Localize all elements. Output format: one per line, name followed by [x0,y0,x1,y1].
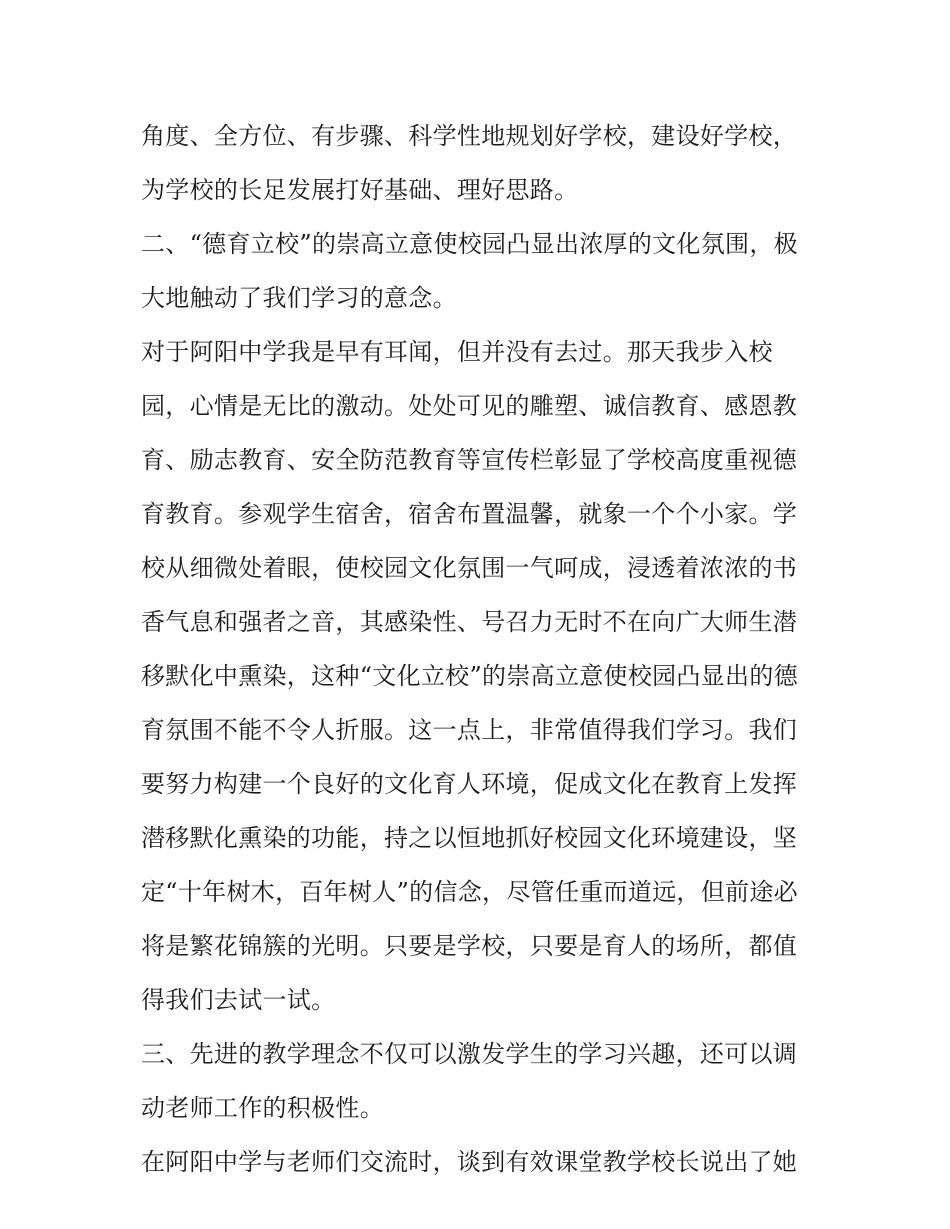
section-heading-line: 二、“德育立校”的崇高立意使校园凸显出浓厚的文化氛围，极 [141,230,798,258]
text-line: 定“十年树木，百年树人”的信念，尽管任重而道远，但前途必 [141,878,798,906]
text-line: 育、励志教育、安全防范教育等宣传栏彰显了学校高度重视德 [141,446,798,474]
text-line: 为学校的长足发展打好基础、理好思路。 [141,176,579,204]
body-text [141,109,813,1189]
text-line: 育氛围不能不令人折服。这一点上，非常值得我们学习。我们 [141,716,798,744]
text-line: 园，心情是无比的激动。处处可见的雕塑、诚信教育、感恩教 [141,392,798,420]
text-line: 育教育。参观学生宿舍，宿舍布置温馨，就象一个个小家。学 [141,500,798,528]
text-line: 移默化中熏染，这种“文化立校”的崇高立意使校园凸显出的德 [141,662,798,690]
section-heading-line: 动老师工作的积极性。 [141,1094,384,1122]
section-heading-line: 三、先进的教学理念不仅可以激发学生的学习兴趣，还可以调 [141,1040,798,1068]
text-line: 在阿阳中学与老师们交流时，谈到有效课堂教学校长说出了她 [141,1148,798,1176]
text-line: 对于阿阳中学我是早有耳闻，但并没有去过。那天我步入校 [141,338,773,366]
text-line: 潜移默化熏染的功能，持之以恒地抓好校园文化环境建设，坚 [141,824,798,852]
text-line: 要努力构建一个良好的文化育人环境，促成文化在教育上发挥 [141,770,798,798]
text-line: 将是繁花锦簇的光明。只要是学校，只要是育人的场所，都值 [141,932,798,960]
text-line: 得我们去试一试。 [141,986,336,1014]
text-line: 校从细微处着眼，使校园文化氛围一气呵成，浸透着浓浓的书 [141,554,798,582]
text-line: 香气息和强者之音，其感染性、号召力无时不在向广大师生潜 [141,608,798,636]
text-line: 角度、全方位、有步骤、科学性地规划好学校，建设好学校， [141,122,798,150]
section-heading-line: 大地触动了我们学习的意念。 [141,284,457,312]
